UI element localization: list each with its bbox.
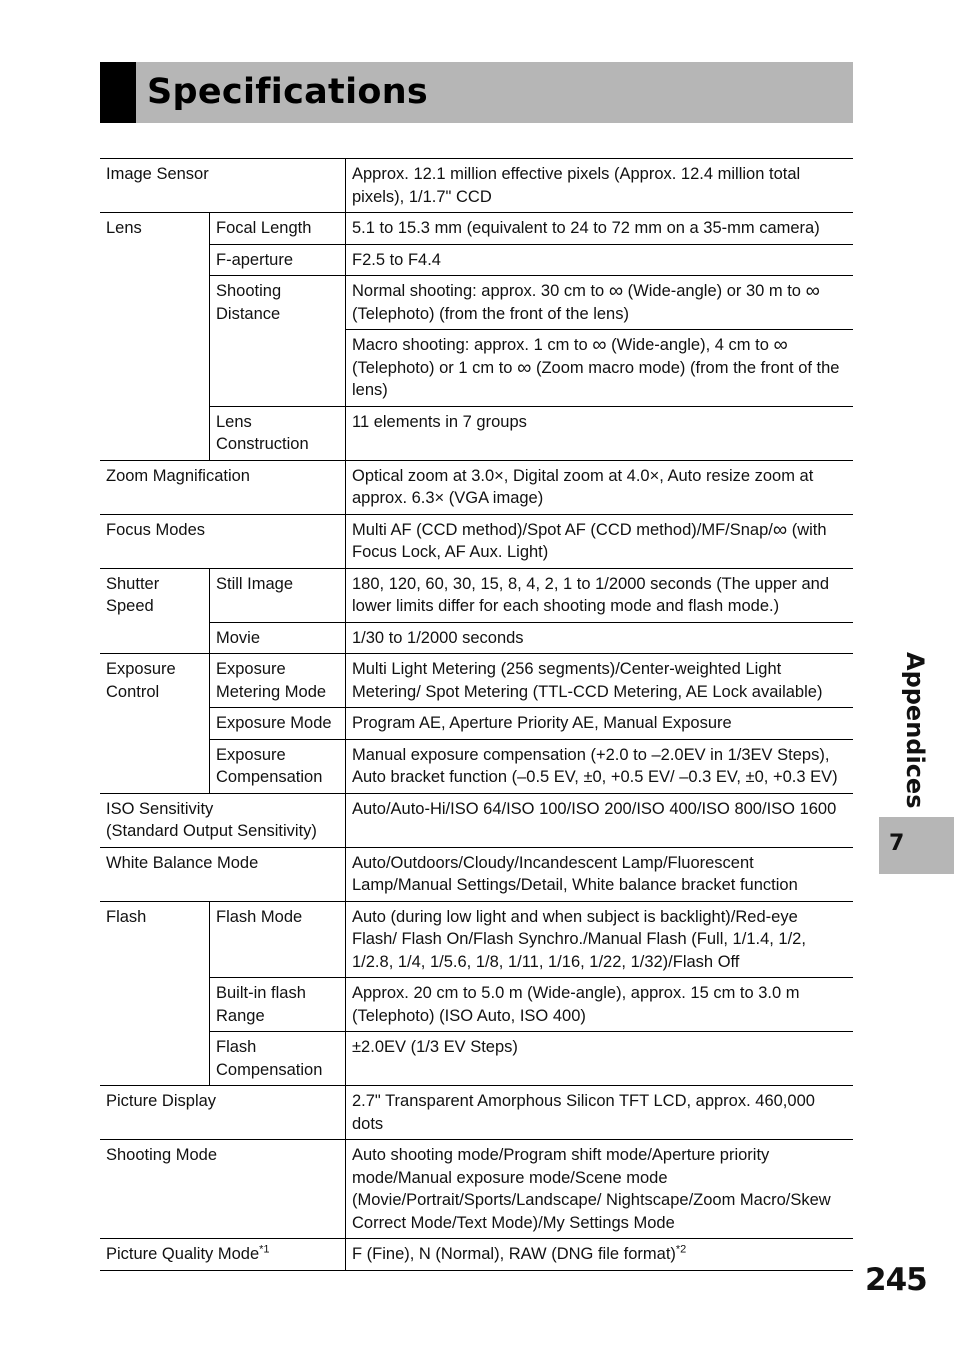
table-row	[100, 514, 853, 568]
row-sublabel: Exposure Mode	[210, 708, 346, 740]
row-value	[346, 514, 854, 568]
table-row	[100, 1086, 853, 1140]
table-row	[100, 978, 853, 1032]
table-row	[100, 654, 853, 708]
row-value: Auto/Auto-Hi/ISO 64/ISO 100/ISO 200/ISO 400/ISO 800/ISO 1600	[346, 793, 854, 847]
table-row	[100, 406, 853, 460]
row-sublabel: Flash Compensation	[210, 1032, 346, 1086]
row-sublabel: Movie	[210, 622, 346, 654]
infinity-icon: ∞	[772, 518, 788, 541]
section-side-label	[880, 652, 929, 809]
infinity-icon: ∞	[805, 280, 820, 302]
footnote-marker: *2	[675, 1243, 687, 1256]
row-value: F2.5 to F4.4	[346, 244, 854, 276]
chapter-number: 7	[889, 831, 905, 856]
table-row	[100, 276, 853, 330]
row-label: Lens	[100, 213, 210, 461]
value-text: (Telephoto) or 1 cm to	[352, 358, 513, 377]
value-text: (Wide-angle), 4 cm to	[611, 336, 769, 354]
page-number: 245	[865, 1262, 927, 1298]
value-text: Multi AF (CCD method)/Spot AF (CCD method)/MF/Snap/	[352, 520, 773, 539]
row-value	[346, 330, 854, 407]
row-label	[100, 1239, 346, 1271]
table-row	[100, 1032, 853, 1086]
value-text: F (Fine), N (Normal), RAW (DNG file format)	[352, 1245, 676, 1263]
row-sublabel: F-aperture	[210, 244, 346, 276]
table-row	[100, 622, 853, 654]
footnote-marker: *1	[259, 1243, 270, 1256]
row-value: 11 elements in 7 groups	[346, 406, 854, 460]
value-text: (Wide-angle) or 30 m to	[627, 282, 801, 300]
row-value: Multi Light Metering (256 segments)/Center-weighted Light Metering/ Spot Metering (TTL-CCD Metering, AE Lock available)	[346, 654, 854, 708]
title-marker	[100, 62, 136, 123]
row-value: 180, 120, 60, 30, 15, 8, 4, 2, 1 to 1/2000 seconds (The upper and lower limits differ for each shooting mode and flash mode.)	[346, 568, 854, 622]
row-value: Approx. 12.1 million effective pixels (Approx. 12.4 million total pixels), 1/1.7" CCD	[346, 159, 854, 213]
table-row	[100, 1239, 853, 1271]
row-sublabel: Lens Construction	[210, 406, 346, 460]
value-text: (with Focus Lock, AF Aux. Light)	[352, 520, 827, 561]
row-label-line: (Standard Output Sensitivity)	[106, 822, 317, 840]
row-sublabel: Built-in flash Range	[210, 978, 346, 1032]
title-bar	[100, 62, 853, 123]
row-sublabel: Shooting Distance	[210, 276, 346, 407]
section-label-text: Appendices	[901, 652, 929, 809]
value-text: Normal shooting: approx. 30 cm to	[352, 282, 605, 300]
page-title: Specifications	[147, 72, 429, 112]
table-row	[100, 901, 853, 978]
row-value: Auto shooting mode/Program shift mode/Aperture priority mode/Manual exposure mode/Scene mode (Movie/Portrait/Sports/Landscape/ Nightscape/Zoom Macro/Skew Correct Mode/Text Mode)/My Settings Mode	[346, 1140, 854, 1239]
row-label-line: ISO Sensitivity	[106, 799, 214, 818]
table-row	[100, 708, 853, 740]
chapter-tab	[879, 817, 954, 874]
table-row	[100, 244, 853, 276]
row-label: Shutter Speed	[100, 568, 210, 654]
row-value	[346, 1239, 854, 1271]
table-row	[100, 739, 853, 793]
table-row	[100, 1140, 853, 1239]
row-value: 2.7" Transparent Amorphous Silicon TFT LCD, approx. 460,000 dots	[346, 1086, 854, 1140]
table-row	[100, 213, 853, 245]
infinity-icon: ∞	[608, 280, 624, 302]
row-label: Picture Display	[100, 1086, 346, 1140]
row-label: Flash	[100, 901, 210, 1086]
row-value: 1/30 to 1/2000 seconds	[346, 622, 854, 654]
row-value: Optical zoom at 3.0×, Digital zoom at 4.0×, Auto resize zoom at approx. 6.3× (VGA image)	[346, 460, 854, 514]
table-row	[100, 793, 853, 847]
row-sublabel: Still Image	[210, 568, 346, 622]
row-value: Manual exposure compensation (+2.0 to –2.0EV in 1/3EV Steps), Auto bracket function (–0.5 EV, ±0, +0.5 EV/ –0.3 EV, ±0, +0.3 EV)	[346, 739, 854, 793]
row-value: Auto (during low light and when subject is backlight)/Red-eye Flash/ Flash On/Flash Synchro./Manual Flash (Full, 1/1.4, 1/2, 1/2.8, 1/4, 1/5.6, 1/8, 1/11, 1/16, 1/22, 1/32)/Flash Off	[346, 901, 854, 978]
infinity-icon: ∞	[517, 356, 532, 379]
row-label: Zoom Magnification	[100, 460, 346, 514]
row-label	[100, 793, 346, 847]
row-label: Shooting Mode	[100, 1140, 346, 1239]
row-label: White Balance Mode	[100, 847, 346, 901]
infinity-icon: ∞	[773, 334, 788, 356]
table-row	[100, 847, 853, 901]
row-value: Auto/Outdoors/Cloudy/Incandescent Lamp/Fluorescent Lamp/Manual Settings/Detail, White balance bracket function	[346, 847, 854, 901]
row-label: Image Sensor	[100, 159, 346, 213]
row-value: ±2.0EV (1/3 EV Steps)	[346, 1032, 854, 1086]
table-row	[100, 568, 853, 622]
row-value	[346, 276, 854, 330]
row-sublabel: Flash Mode	[210, 901, 346, 978]
row-value: 5.1 to 15.3 mm (equivalent to 24 to 72 mm on a 35-mm camera)	[346, 213, 854, 245]
row-label: Exposure Control	[100, 654, 210, 794]
row-sublabel: Exposure Compensation	[210, 739, 346, 793]
specifications-table	[100, 158, 853, 1271]
label-text: Picture Quality Mode	[106, 1245, 260, 1263]
row-label: Focus Modes	[100, 514, 346, 568]
infinity-icon: ∞	[592, 334, 607, 356]
table-row	[100, 159, 853, 213]
row-sublabel: Focal Length	[210, 213, 346, 245]
row-value: Approx. 20 cm to 5.0 m (Wide-angle), approx. 15 cm to 3.0 m (Telephoto) (ISO Auto, ISO 400)	[346, 978, 854, 1032]
row-sublabel: Exposure Metering Mode	[210, 654, 346, 708]
value-text: Macro shooting: approx. 1 cm to	[352, 336, 588, 354]
value-text: (Telephoto) (from the front of the lens)	[352, 304, 629, 323]
value-text: (Zoom macro mode) (from the front of the lens)	[352, 358, 840, 399]
table-row	[100, 460, 853, 514]
row-value: Program AE, Aperture Priority AE, Manual Exposure	[346, 708, 854, 740]
